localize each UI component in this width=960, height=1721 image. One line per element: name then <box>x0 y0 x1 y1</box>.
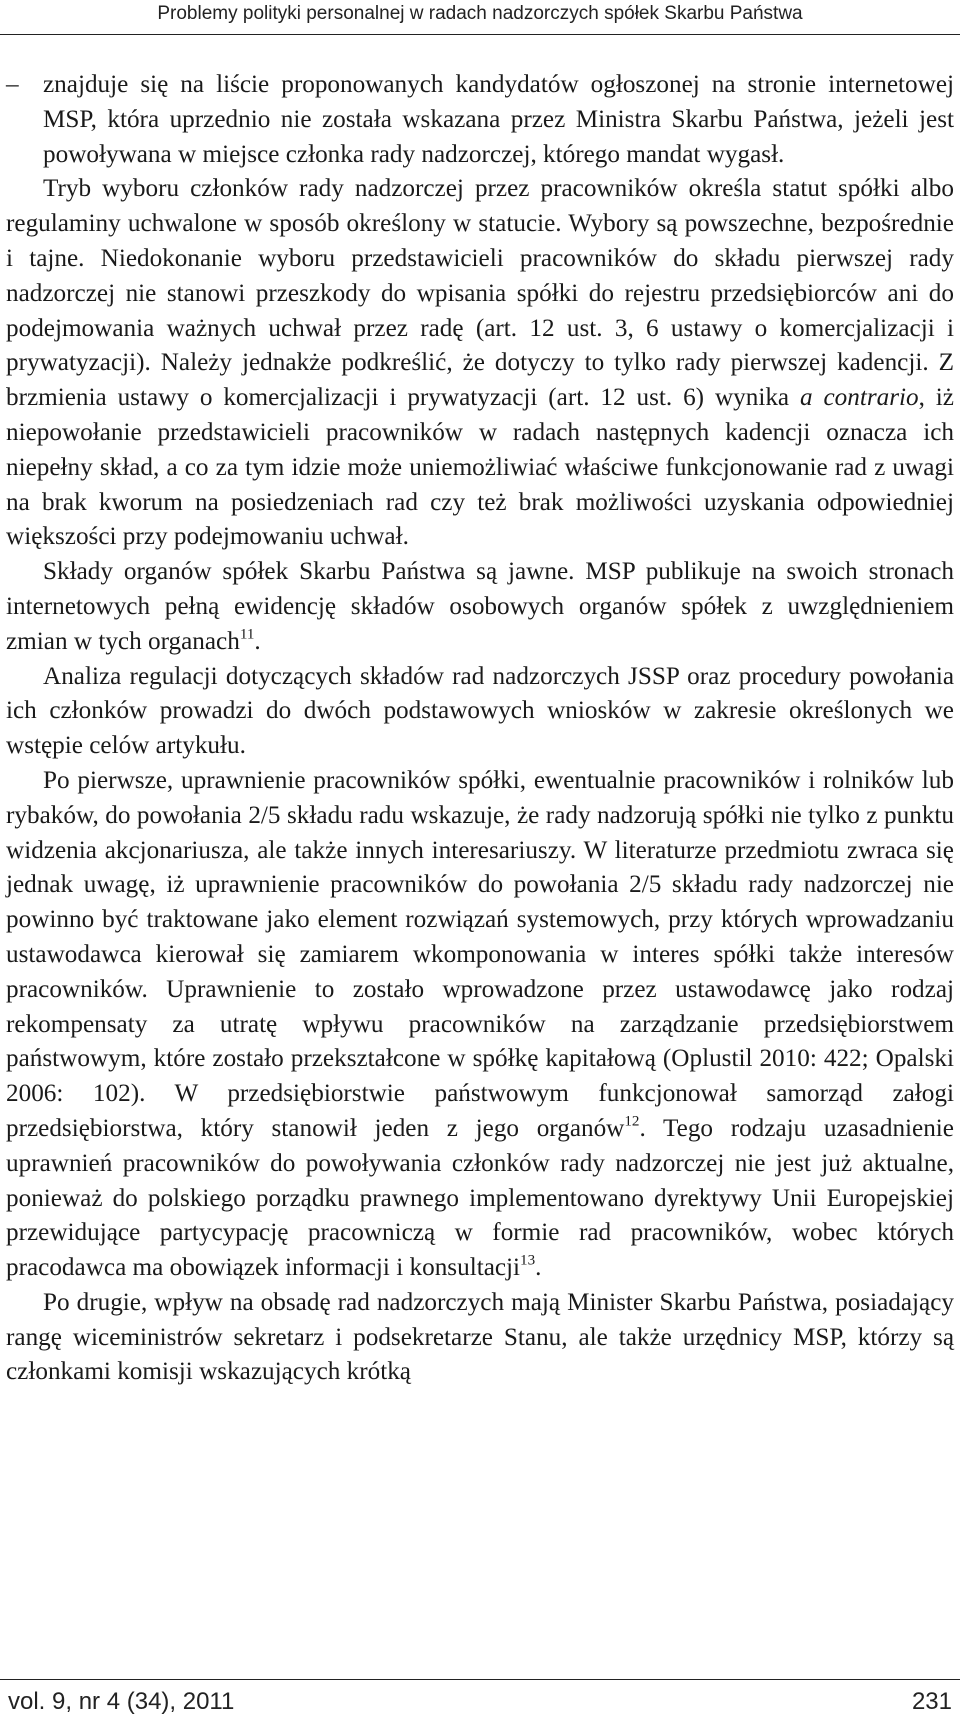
paragraph-second-conclusion <box>6 1286 954 1390</box>
paragraph-election-procedure <box>6 172 954 555</box>
paragraph-end: . <box>535 1254 542 1282</box>
paragraph-analysis <box>6 660 954 764</box>
paragraph-text: Po pierwsze, uprawnienie pracowników spółki, ewentualnie pracowników i rolników lub rybaków, do powołania 2/5 składu radu wskazuje, że rady nadzorują spółki nie tylko z punktu widzenia akcjonariusza, ale także innych interesariuszy. W literaturze przedmiotu zwraca się jednak uwagę, iż uprawnienie pracowników do powołania 2/5 składu rady nadzorczej nie powinno być traktowane jako element rozwiązań systemowych, przy których wprowadzaniu ustawodawca kierował się zamiarem wkomponowania w interes spółki także interesów pracowników. Uprawnienie to zostało wprowadzone przez ustawodawcę jako rodzaj rekompensaty za utratę wpływu pracowników na zarządzanie przedsiębiorstwem państwowym, które zostało przekształcone w spółkę kapitałową (Oplustil 2010: 422; Opalski 2006: 102). W przedsiębiorstwie państwowym funkcjonował samorząd załogi przedsiębiorstwa, który stanowił jeden z jego organów <box>6 766 954 1142</box>
paragraph-text: Analiza regulacji dotyczących składów rad nadzorczych JSSP oraz procedury powołania ich członków prowadzi do dwóch podstawowych wniosków w zakresie określonych we wstępie celów artykułu. <box>6 662 954 760</box>
article-body <box>6 68 954 1390</box>
italic-phrase: a contrario <box>799 384 919 412</box>
dash-mark: – <box>6 71 19 98</box>
paragraph-text: Po drugie, wpływ na obsadę rad nadzorczych mają Minister Skarbu Państwa, posiadający rangę wiceministrów sekretarz i podsekretarze Stanu, ale także urzędnicy MSP, którzy są członkami komisji wskazujących krótką <box>6 1288 954 1386</box>
page-footer <box>0 1679 960 1720</box>
dash-list-item <box>6 68 954 172</box>
footnote-ref-12: 12 <box>624 1113 640 1130</box>
paragraph-text: . Tego rodzaju uzasadnienie uprawnień pracowników do powoływania członków rady nadzorczej nie jest już aktualne, ponieważ do polskiego porządku prawnego implementowano dyrektywy Unii Europejskiej przewidujące partycypację pracowniczą w formie rad pracowników, wobec których pracodawca ma obowiązek informacji i konsultacji <box>6 1114 954 1282</box>
paragraph-text: Składy organów spółek Skarbu Państwa są jawne. MSP publikuje na swoich stronach internetowych pełną ewidencję składów osobowych organów spółek z uwzględnieniem zmian w tych organach <box>6 558 954 655</box>
paragraph-text: Tryb wyboru członków rady nadzorczej przez pracowników określa statut spółki albo regulaminy uchwalone w sposób określony w statucie. Wybory są powszechne, bezpośrednie i tajne. Niedokonanie wyboru przedstawicieli pracowników do składu pierwszej rady nadzorczej nie stanowi przeszkody do wpisania spółki do rejestru przedsiębiorców ani do podejmowania ważnych uchwał przez radę (art. 12 ust. 3, 6 ustawy o komercjalizacji i prywatyzacji). Należy jednakże podkreślić, że dotyczy to tylko rady pierwszej kadencji. Z brzmienia ustawy o komercjalizacji i prywatyzacji (art. 12 ust. 6) wynika <box>6 175 954 412</box>
dash-item-text: znajduje się na liście proponowanych kandydatów ogłoszonej na stronie internetowej MSP, która uprzednio nie została wskazana przez Ministra Skarbu Państwa, jeżeli jest powoływana w miejsce członka rady nadzorczej, którego mandat wygasł. <box>43 71 954 168</box>
paragraph-board-composition <box>6 555 954 659</box>
footnote-ref-11: 11 <box>239 626 255 643</box>
paragraph-end: . <box>254 627 261 655</box>
running-header <box>0 0 960 35</box>
running-title: Problemy polityki personalnej w radach nadzorczych spółek Skarbu Państwa <box>157 3 803 24</box>
page-number: 231 <box>911 1688 952 1715</box>
journal-issue: vol. 9, nr 4 (34), 2011 <box>8 1688 235 1715</box>
paragraph-text: , iż niepowołanie przedstawicieli pracowników w radach następnych kadencji oznacza ich niepełny skład, a co za tym idzie może uniemożliwiać właściwe funkcjonowanie rad z uwagi na brak kworum na posiedzeniach rad czy też brak możliwości uzyskania odpowiedniej większości przy podejmowaniu uchwał. <box>6 384 954 551</box>
paragraph-first-conclusion <box>6 764 954 1286</box>
footnote-ref-13: 13 <box>520 1252 536 1269</box>
